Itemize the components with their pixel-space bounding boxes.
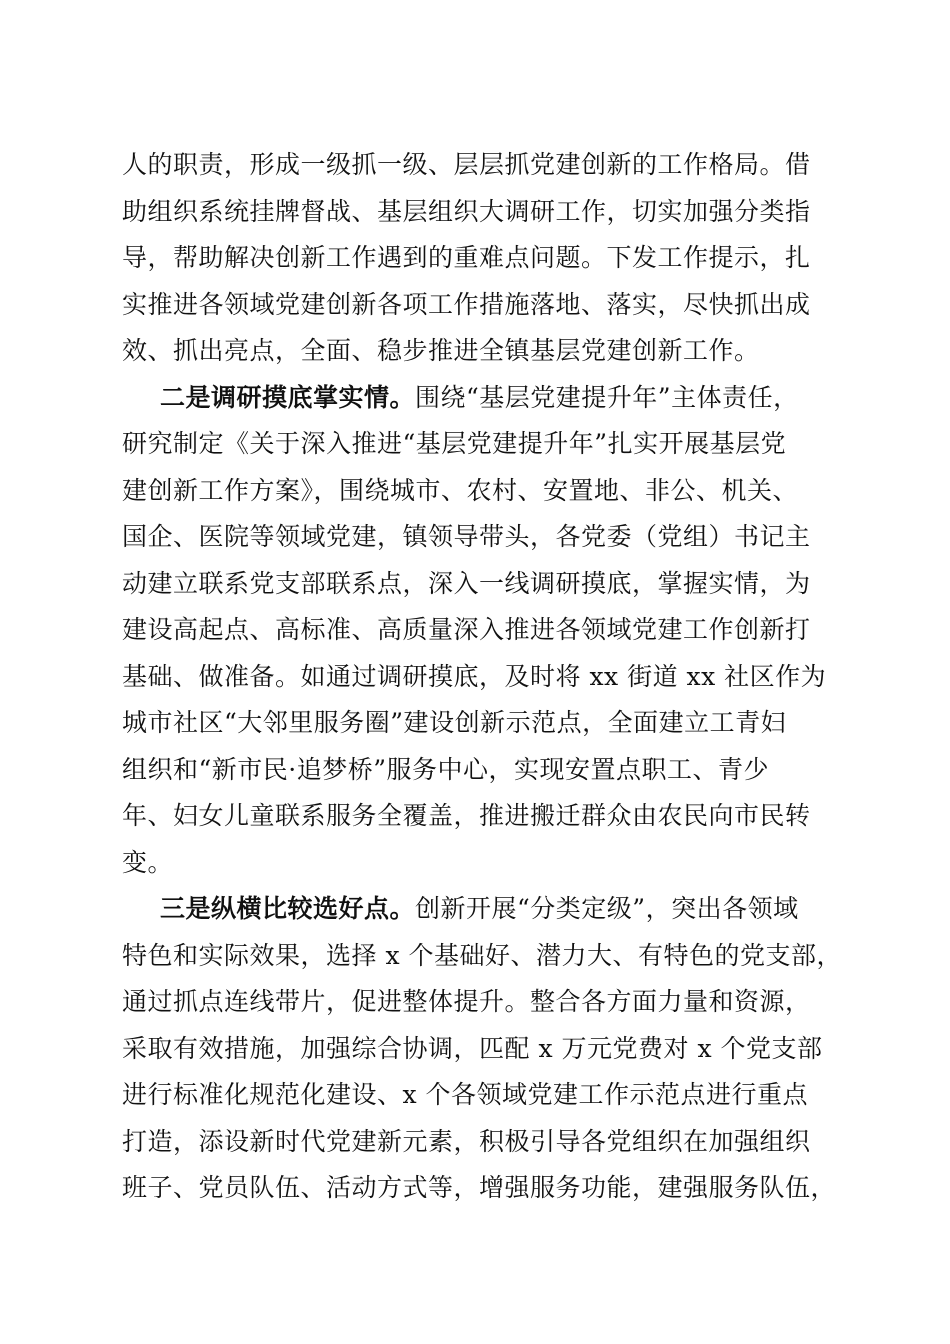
paragraph-lead: 三是纵横比较选好点。 bbox=[160, 894, 416, 923]
text-line: 效、抓出亮点，全面、稳步推进全镇基层党建创新工作。 bbox=[122, 336, 760, 365]
text-line: 建创新工作方案》，围绕城市、农村、安置地、非公、机关、 bbox=[122, 475, 799, 505]
text-line: 变。 bbox=[122, 847, 174, 877]
text-line: 建设高起点、高标准、高质量深入推进各领域党建工作创新打 bbox=[122, 615, 811, 644]
paragraph-start-line: 三是纵横比较选好点。创新开展“分类定级”，突出各领域 bbox=[160, 894, 799, 923]
paragraph-lead: 二是调研摸底掌实情。 bbox=[160, 382, 416, 412]
text-line: 进行标准化规范化建设、x 个各领域党建工作示范点进行重点 bbox=[122, 1080, 809, 1109]
text-line: 通过抓点连线带片，促进整体提升。整合各方面力量和资源， bbox=[122, 987, 811, 1016]
text-line: 研究制定《关于深入推进“基层党建提升年”扎实开展基层党 bbox=[122, 429, 787, 458]
text-line: 实推进各领域党建创新各项工作措施落地、落实，尽快抓出成 bbox=[122, 289, 811, 319]
paragraph-start-line: 二是调研摸底掌实情。围绕“基层党建提升年”主体责任， bbox=[160, 382, 799, 412]
text-line: 国企、医院等领域党建，镇领导带头，各党委（党组）书记主 bbox=[122, 522, 811, 551]
text-line: 基础、做准备。如通过调研摸底，及时将 xx 街道 xx 社区作为 bbox=[122, 661, 827, 691]
text-line: 人的职责，形成一级抓一级、层层抓党建创新的工作格局。借 bbox=[122, 150, 811, 179]
text-line: 助组织系统挂牌督战、基层组织大调研工作，切实加强分类指 bbox=[122, 196, 811, 226]
text-line: 打造，添设新时代党建新元素，积极引导各党组织在加强组织 bbox=[122, 1126, 811, 1156]
text-line: 特色和实际效果，选择 x 个基础好、潜力大、有特色的党支部， bbox=[122, 940, 842, 970]
text-line: 采取有效措施，加强综合协调，匹配 x 万元党费对 x 个党支部 bbox=[122, 1033, 823, 1063]
text-line: 年、妇女儿童联系服务全覆盖，推进搬迁群众由农民向市民转 bbox=[122, 801, 811, 830]
text-line: 动建立联系党支部联系点，深入一线调研摸底，掌握实情，为 bbox=[122, 568, 811, 598]
body-text bbox=[122, 142, 842, 1212]
text-line: 班子、党员队伍、活动方式等，增强服务功能，建强服务队伍， bbox=[122, 1173, 837, 1202]
text-line: 导，帮助解决创新工作遇到的重难点问题。下发工作提示，扎 bbox=[122, 243, 811, 272]
text-line: 组织和“新市民·追梦桥”服务中心，实现安置点职工、青少 bbox=[122, 754, 770, 784]
text-line: 城市社区“大邻里服务圈”建设创新示范点，全面建立工青妇 bbox=[122, 708, 787, 737]
